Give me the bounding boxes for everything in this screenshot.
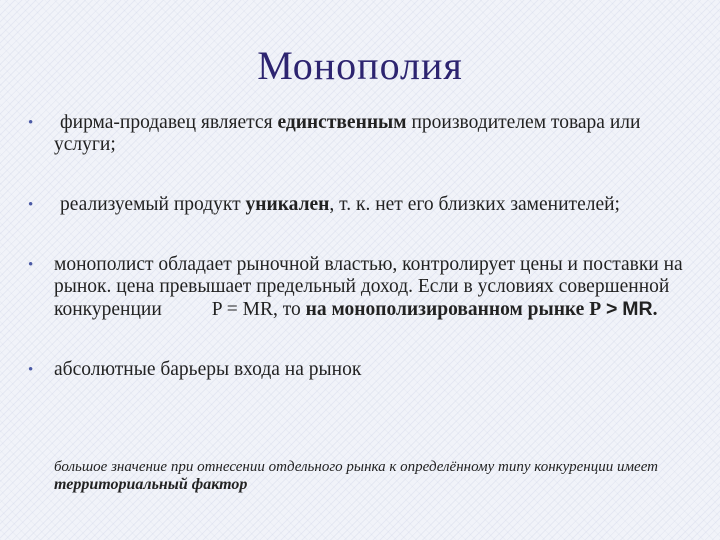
mr-label: MR — [622, 298, 653, 320]
bullet-emphasis: единственным — [277, 112, 407, 133]
bullet-text — [54, 254, 683, 320]
bullet-item — [28, 359, 688, 381]
bullet-text-part: монополист обладает рыночной властью, контролирует цены и поставки на рынок. цена превышает предельный доход. Если в условиях совершенной конкуренции — [54, 254, 683, 320]
greater-than-sign: > — [606, 298, 618, 320]
bullet-dot-icon: • — [28, 197, 34, 213]
footnote-emphasis: территориальный фактор — [54, 476, 248, 493]
bullet-text-part: производителем товара или услуги; — [54, 112, 641, 155]
bullet-text-part: . — [652, 299, 658, 320]
bullet-text-part: реализуемый продукт — [60, 194, 246, 215]
bullet-emphasis: на монополизированном рынке P — [305, 299, 602, 320]
bullet-item — [28, 254, 688, 321]
bullet-item — [28, 112, 688, 156]
bullet-dot-icon: • — [28, 257, 34, 273]
formula-text: P = MR, то — [211, 299, 301, 320]
bullet-dot-icon: • — [28, 115, 34, 131]
bullet-dot-icon: • — [28, 362, 34, 378]
footnote — [54, 458, 684, 494]
bullet-item — [28, 194, 688, 216]
footnote-text: большое значение при отнесении отдельного рынка к определённому типу конкуренции имеет — [54, 459, 658, 475]
bullet-text-part: фирма-продавец является — [60, 112, 278, 133]
bullet-emphasis: уникален — [245, 194, 330, 215]
bullet-list — [28, 112, 688, 381]
bullet-text — [54, 194, 620, 215]
bullet-text: абсолютные барьеры входа на рынок — [54, 359, 362, 380]
slide-title: Монополия — [257, 43, 463, 88]
bullet-text — [54, 112, 640, 155]
bullet-text-part: , т. к. нет его близких заменителей; — [329, 194, 620, 215]
